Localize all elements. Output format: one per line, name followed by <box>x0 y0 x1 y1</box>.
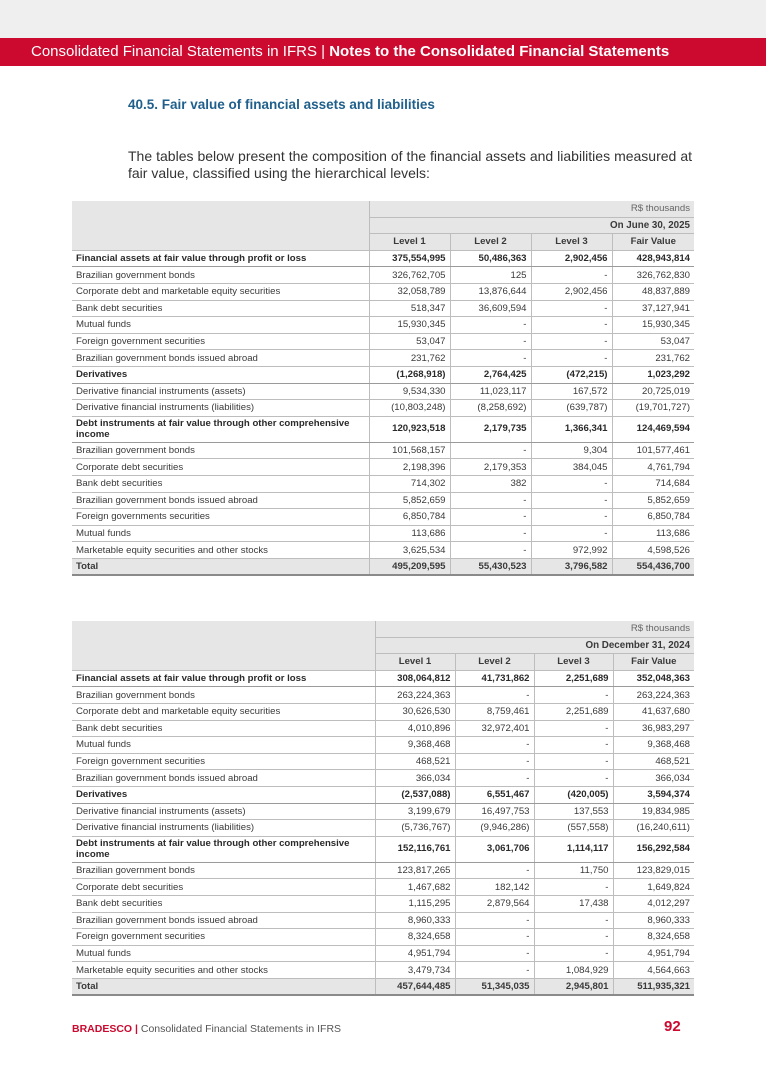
section-title: 40.5. Fair value of financial assets and liabilities <box>128 97 435 112</box>
cell-level-1: 714,302 <box>369 475 450 492</box>
cell-level-1: 366,034 <box>375 770 455 787</box>
period-label: On December 31, 2024 <box>375 637 694 654</box>
cell-level-3: 1,084,929 <box>534 962 613 979</box>
cell-level-1: 113,686 <box>369 525 450 542</box>
cell-level-1: (1,268,918) <box>369 366 450 383</box>
cell-level-1: 308,064,812 <box>375 670 455 687</box>
cell-level-1: 101,568,157 <box>369 442 450 459</box>
header-blank-cell <box>72 621 375 670</box>
cell-level-2: 41,731,862 <box>455 670 534 687</box>
table-row <box>72 836 694 862</box>
table-row <box>72 558 694 575</box>
cell-level-2: - <box>455 753 534 770</box>
cell-level-3: - <box>534 720 613 737</box>
table-row <box>72 803 694 820</box>
cell-level-3: - <box>534 770 613 787</box>
row-label: Corporate debt and marketable equity securities <box>72 703 375 720</box>
cell-fair-value: 4,951,794 <box>613 945 694 962</box>
row-label: Derivative financial instruments (assets) <box>72 383 369 400</box>
cell-level-1: 1,467,682 <box>375 879 455 896</box>
cell-level-1: 3,479,734 <box>375 962 455 979</box>
cell-level-2: 6,551,467 <box>455 786 534 803</box>
row-label: Mutual funds <box>72 317 369 334</box>
header-separator: | <box>316 43 330 60</box>
cell-fair-value: 20,725,019 <box>612 383 694 400</box>
row-label: Brazilian government bonds issued abroad <box>72 350 369 367</box>
cell-level-1: 231,762 <box>369 350 450 367</box>
column-header-level-2: Level 2 <box>450 234 531 251</box>
cell-fair-value: 352,048,363 <box>613 670 694 687</box>
cell-level-3: - <box>531 300 612 317</box>
cell-level-1: 53,047 <box>369 333 450 350</box>
cell-fair-value: 8,324,658 <box>613 929 694 946</box>
cell-level-3: 384,045 <box>531 459 612 476</box>
cell-level-1: 3,625,534 <box>369 542 450 559</box>
cell-fair-value: 554,436,700 <box>612 558 694 575</box>
row-label: Brazilian government bonds <box>72 442 369 459</box>
cell-level-3: 2,945,801 <box>534 978 613 995</box>
table-row <box>72 333 694 350</box>
cell-level-2: 3,061,706 <box>455 836 534 862</box>
cell-level-3: - <box>534 912 613 929</box>
cell-level-3: - <box>531 509 612 526</box>
cell-level-2: - <box>455 962 534 979</box>
cell-level-3: (420,005) <box>534 786 613 803</box>
cell-level-1: 120,923,518 <box>369 416 450 442</box>
cell-level-1: 468,521 <box>375 753 455 770</box>
row-label: Brazilian government bonds issued abroad <box>72 492 369 509</box>
row-label: Debt instruments at fair value through other comprehensive income <box>72 416 369 442</box>
cell-level-3: (639,787) <box>531 400 612 417</box>
cell-level-3: - <box>534 929 613 946</box>
cell-fair-value: 468,521 <box>613 753 694 770</box>
footer-text: Consolidated Financial Statements in IFRS <box>140 1023 342 1035</box>
table-row <box>72 753 694 770</box>
cell-level-3: - <box>531 475 612 492</box>
cell-level-2: 125 <box>450 267 531 284</box>
footer-brand: BRADESCO <box>72 1023 133 1035</box>
cell-fair-value: 19,834,985 <box>613 803 694 820</box>
row-label: Bank debt securities <box>72 300 369 317</box>
period-label: On June 30, 2025 <box>369 217 694 234</box>
cell-fair-value: 263,224,363 <box>613 687 694 704</box>
cell-level-2: 11,023,117 <box>450 383 531 400</box>
column-header-level-3: Level 3 <box>534 654 613 671</box>
table-body <box>72 250 694 575</box>
cell-fair-value: 4,012,297 <box>613 895 694 912</box>
row-label: Brazilian government bonds <box>72 687 375 704</box>
row-label: Marketable equity securities and other stocks <box>72 542 369 559</box>
cell-level-3: 167,572 <box>531 383 612 400</box>
cell-fair-value: (19,701,727) <box>612 400 694 417</box>
row-label: Mutual funds <box>72 945 375 962</box>
cell-level-1: 3,199,679 <box>375 803 455 820</box>
row-label: Brazilian government bonds issued abroad <box>72 770 375 787</box>
cell-level-3: (472,215) <box>531 366 612 383</box>
cell-level-1: 263,224,363 <box>375 687 455 704</box>
cell-fair-value: 15,930,345 <box>612 317 694 334</box>
intro-paragraph: The tables below present the composition of the financial assets and liabilities measured at fair value, classified using the hierarchical levels: <box>128 148 692 181</box>
cell-level-2: 32,972,401 <box>455 720 534 737</box>
cell-level-3: 3,796,582 <box>531 558 612 575</box>
cell-level-3: 11,750 <box>534 862 613 879</box>
table-row <box>72 912 694 929</box>
table-row <box>72 737 694 754</box>
table-row <box>72 350 694 367</box>
cell-fair-value: (16,240,611) <box>613 820 694 837</box>
row-label: Bank debt securities <box>72 475 369 492</box>
row-label: Marketable equity securities and other stocks <box>72 962 375 979</box>
footer <box>72 1023 341 1035</box>
cell-level-3: - <box>531 350 612 367</box>
table-row <box>72 492 694 509</box>
cell-fair-value: 48,837,889 <box>612 283 694 300</box>
cell-level-1: 375,554,995 <box>369 250 450 267</box>
row-label: Foreign government securities <box>72 929 375 946</box>
row-label: Foreign government securities <box>72 333 369 350</box>
row-label: Foreign governments securities <box>72 509 369 526</box>
table-row <box>72 978 694 995</box>
cell-level-2: - <box>450 350 531 367</box>
table-row <box>72 929 694 946</box>
cell-level-1: 8,960,333 <box>375 912 455 929</box>
row-label: Mutual funds <box>72 525 369 542</box>
table-row <box>72 283 694 300</box>
row-label: Derivatives <box>72 786 375 803</box>
table-row <box>72 250 694 267</box>
header-right-text: Notes to the Consolidated Financial Statements <box>329 43 670 60</box>
table-row <box>72 400 694 417</box>
cell-level-1: 457,644,485 <box>375 978 455 995</box>
cell-level-1: (5,736,767) <box>375 820 455 837</box>
cell-level-2: - <box>450 525 531 542</box>
cell-level-3: (557,558) <box>534 820 613 837</box>
table-row <box>72 300 694 317</box>
cell-fair-value: 123,829,015 <box>613 862 694 879</box>
cell-level-3: 2,902,456 <box>531 283 612 300</box>
table-row <box>72 770 694 787</box>
column-header-level-2: Level 2 <box>455 654 534 671</box>
table-row <box>72 383 694 400</box>
cell-fair-value: 53,047 <box>612 333 694 350</box>
cell-level-3: - <box>531 267 612 284</box>
cell-fair-value: 8,960,333 <box>613 912 694 929</box>
table-row <box>72 703 694 720</box>
table-row <box>72 442 694 459</box>
units-label: R$ thousands <box>369 201 694 217</box>
row-label: Foreign government securities <box>72 753 375 770</box>
cell-level-3: - <box>531 492 612 509</box>
cell-level-2: - <box>450 442 531 459</box>
cell-level-2: (9,946,286) <box>455 820 534 837</box>
cell-level-2: 13,876,644 <box>450 283 531 300</box>
cell-level-3: 137,553 <box>534 803 613 820</box>
table-row <box>72 525 694 542</box>
footer-separator: | <box>132 1023 141 1035</box>
cell-level-2: - <box>455 687 534 704</box>
cell-level-1: 1,115,295 <box>375 895 455 912</box>
cell-fair-value: 3,594,374 <box>613 786 694 803</box>
header-blank-cell <box>72 201 369 250</box>
row-label: Total <box>72 558 369 575</box>
cell-fair-value: 231,762 <box>612 350 694 367</box>
table-row <box>72 962 694 979</box>
table-row <box>72 786 694 803</box>
cell-level-1: 4,951,794 <box>375 945 455 962</box>
cell-fair-value: 511,935,321 <box>613 978 694 995</box>
cell-fair-value: 6,850,784 <box>612 509 694 526</box>
row-label: Derivatives <box>72 366 369 383</box>
column-header-level-3: Level 3 <box>531 234 612 251</box>
cell-level-3: 972,992 <box>531 542 612 559</box>
cell-level-1: 9,534,330 <box>369 383 450 400</box>
cell-level-3: 2,902,456 <box>531 250 612 267</box>
row-label: Bank debt securities <box>72 895 375 912</box>
cell-level-1: 123,817,265 <box>375 862 455 879</box>
cell-level-1: 518,347 <box>369 300 450 317</box>
cell-level-1: 495,209,595 <box>369 558 450 575</box>
table-row <box>72 317 694 334</box>
cell-level-2: - <box>450 317 531 334</box>
cell-level-2: 2,179,353 <box>450 459 531 476</box>
cell-level-3: 17,438 <box>534 895 613 912</box>
cell-fair-value: 714,684 <box>612 475 694 492</box>
cell-level-2: 2,764,425 <box>450 366 531 383</box>
column-header-fair-value: Fair Value <box>612 234 694 251</box>
row-label: Derivative financial instruments (liabilities) <box>72 400 369 417</box>
cell-fair-value: 9,368,468 <box>613 737 694 754</box>
cell-level-3: - <box>531 333 612 350</box>
row-label: Bank debt securities <box>72 720 375 737</box>
cell-level-1: 326,762,705 <box>369 267 450 284</box>
cell-level-2: - <box>450 333 531 350</box>
row-label: Brazilian government bonds <box>72 862 375 879</box>
row-label: Corporate debt securities <box>72 459 369 476</box>
cell-level-2: - <box>455 929 534 946</box>
cell-fair-value: 101,577,461 <box>612 442 694 459</box>
row-label: Derivative financial instruments (liabilities) <box>72 820 375 837</box>
cell-level-1: 2,198,396 <box>369 459 450 476</box>
row-label: Corporate debt securities <box>72 879 375 896</box>
cell-level-1: 8,324,658 <box>375 929 455 946</box>
cell-fair-value: 428,943,814 <box>612 250 694 267</box>
page-header-bar <box>0 38 766 66</box>
cell-level-2: 382 <box>450 475 531 492</box>
cell-level-2: 182,142 <box>455 879 534 896</box>
table-body <box>72 670 694 995</box>
cell-level-2: 51,345,035 <box>455 978 534 995</box>
cell-level-3: - <box>534 753 613 770</box>
cell-fair-value: 113,686 <box>612 525 694 542</box>
cell-fair-value: 36,983,297 <box>613 720 694 737</box>
cell-level-1: 9,368,468 <box>375 737 455 754</box>
cell-level-2: - <box>455 770 534 787</box>
table-row <box>72 820 694 837</box>
cell-level-1: 32,058,789 <box>369 283 450 300</box>
cell-level-1: 15,930,345 <box>369 317 450 334</box>
cell-level-2: 8,759,461 <box>455 703 534 720</box>
cell-level-3: - <box>534 737 613 754</box>
table-row <box>72 542 694 559</box>
row-label: Debt instruments at fair value through other comprehensive income <box>72 836 375 862</box>
cell-level-2: - <box>450 542 531 559</box>
cell-fair-value: 4,564,663 <box>613 962 694 979</box>
fair-value-table-december-2024 <box>72 621 694 996</box>
cell-level-1: 5,852,659 <box>369 492 450 509</box>
cell-level-1: 152,116,761 <box>375 836 455 862</box>
cell-level-3: 9,304 <box>531 442 612 459</box>
cell-level-2: (8,258,692) <box>450 400 531 417</box>
table-row <box>72 267 694 284</box>
cell-fair-value: 326,762,830 <box>612 267 694 284</box>
cell-level-3: - <box>531 317 612 334</box>
cell-level-2: 36,609,594 <box>450 300 531 317</box>
row-label: Financial assets at fair value through profit or loss <box>72 250 369 267</box>
table-row <box>72 895 694 912</box>
cell-level-2: 50,486,363 <box>450 250 531 267</box>
cell-level-1: 6,850,784 <box>369 509 450 526</box>
cell-fair-value: 366,034 <box>613 770 694 787</box>
units-label: R$ thousands <box>375 621 694 637</box>
cell-level-3: - <box>534 687 613 704</box>
column-header-level-1: Level 1 <box>369 234 450 251</box>
cell-level-2: 55,430,523 <box>450 558 531 575</box>
row-label: Financial assets at fair value through profit or loss <box>72 670 375 687</box>
cell-level-2: - <box>450 492 531 509</box>
cell-level-3: 1,114,117 <box>534 836 613 862</box>
header-left-text: Consolidated Financial Statements in IFRS <box>31 43 317 60</box>
table-row <box>72 475 694 492</box>
page-number: 92 <box>664 1018 681 1035</box>
row-label: Brazilian government bonds issued abroad <box>72 912 375 929</box>
table-row <box>72 459 694 476</box>
cell-fair-value: 41,637,680 <box>613 703 694 720</box>
cell-level-3: 2,251,689 <box>534 670 613 687</box>
cell-level-3: 1,366,341 <box>531 416 612 442</box>
cell-fair-value: 4,761,794 <box>612 459 694 476</box>
cell-level-2: - <box>450 509 531 526</box>
cell-level-2: 16,497,753 <box>455 803 534 820</box>
cell-level-1: (2,537,088) <box>375 786 455 803</box>
cell-level-1: 4,010,896 <box>375 720 455 737</box>
cell-level-2: 2,879,564 <box>455 895 534 912</box>
cell-level-2: - <box>455 945 534 962</box>
cell-fair-value: 37,127,941 <box>612 300 694 317</box>
cell-level-2: 2,179,735 <box>450 416 531 442</box>
row-label: Derivative financial instruments (assets) <box>72 803 375 820</box>
table-row <box>72 879 694 896</box>
cell-level-1: 30,626,530 <box>375 703 455 720</box>
row-label: Corporate debt and marketable equity securities <box>72 283 369 300</box>
cell-level-2: - <box>455 912 534 929</box>
top-margin-bar <box>0 0 766 38</box>
cell-fair-value: 124,469,594 <box>612 416 694 442</box>
cell-level-3: - <box>531 525 612 542</box>
cell-level-3: 2,251,689 <box>534 703 613 720</box>
cell-fair-value: 1,649,824 <box>613 879 694 896</box>
cell-fair-value: 156,292,584 <box>613 836 694 862</box>
fair-value-table-june-2025 <box>72 201 694 576</box>
table-row <box>72 687 694 704</box>
column-header-fair-value: Fair Value <box>613 654 694 671</box>
cell-level-1: (10,803,248) <box>369 400 450 417</box>
row-label: Total <box>72 978 375 995</box>
table-row <box>72 862 694 879</box>
cell-fair-value: 4,598,526 <box>612 542 694 559</box>
table-row <box>72 720 694 737</box>
cell-level-3: - <box>534 879 613 896</box>
cell-fair-value: 5,852,659 <box>612 492 694 509</box>
column-header-level-1: Level 1 <box>375 654 455 671</box>
table-row <box>72 945 694 962</box>
table-row <box>72 416 694 442</box>
row-label: Brazilian government bonds <box>72 267 369 284</box>
cell-level-2: - <box>455 737 534 754</box>
cell-level-3: - <box>534 945 613 962</box>
cell-level-2: - <box>455 862 534 879</box>
table-row <box>72 670 694 687</box>
cell-fair-value: 1,023,292 <box>612 366 694 383</box>
table-row <box>72 509 694 526</box>
row-label: Mutual funds <box>72 737 375 754</box>
table-row <box>72 366 694 383</box>
